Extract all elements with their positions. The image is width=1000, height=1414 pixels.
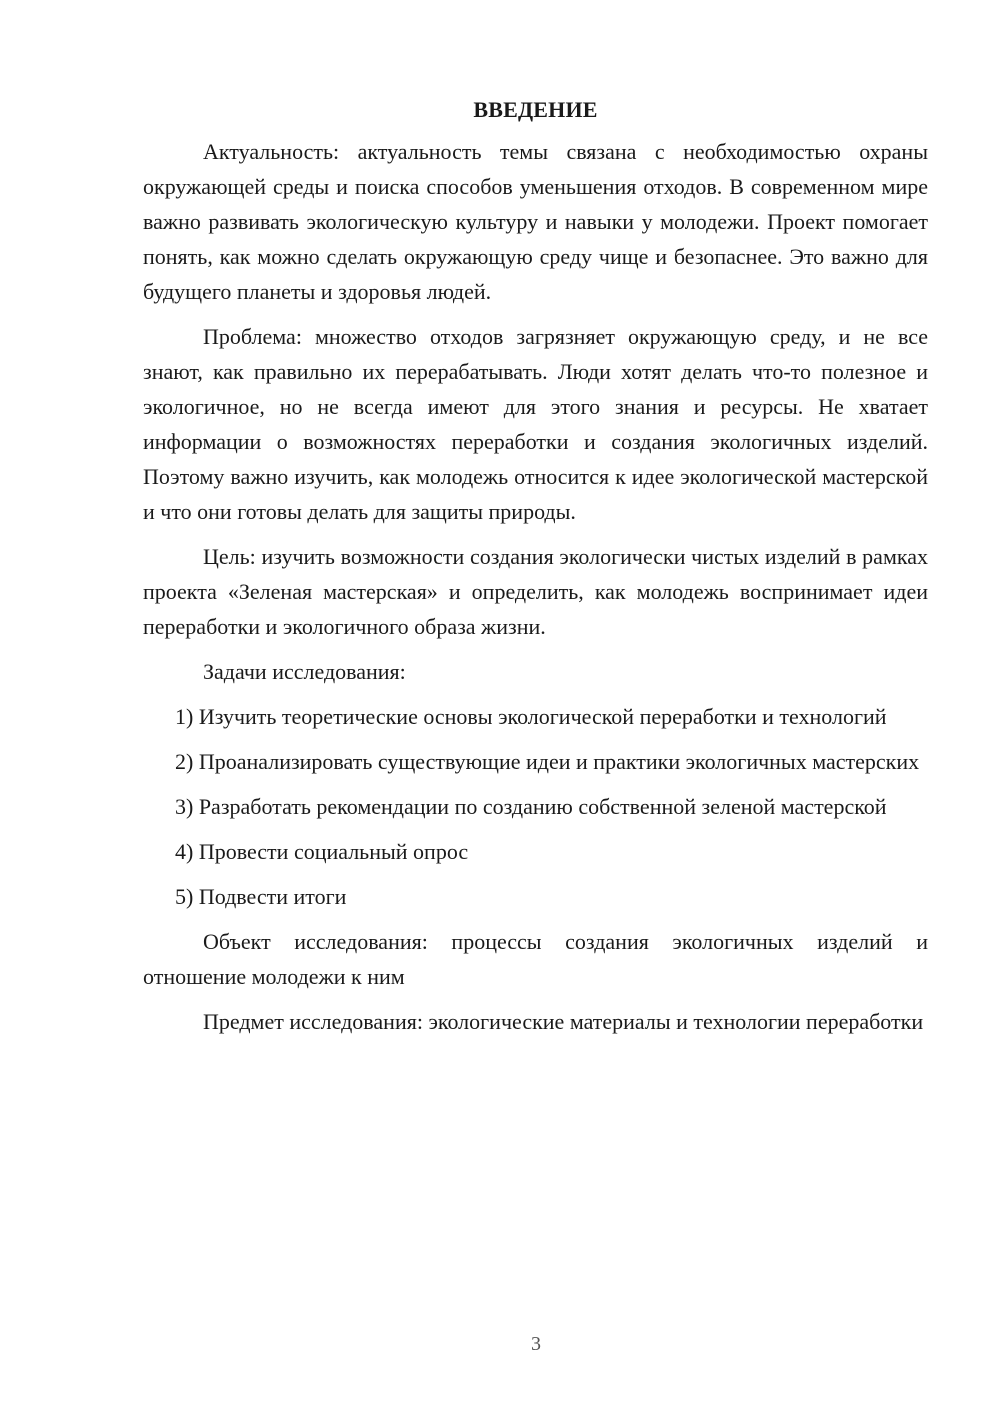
task-item-2: 2) Проанализировать существующие идеи и практики экологичных мастерских <box>175 749 920 774</box>
document-page <box>143 92 928 1049</box>
task-item-1: 1) Изучить теоретические основы экологической переработки и технологий <box>175 704 887 729</box>
subject-paragraph: Предмет исследования: экологические материалы и технологии переработки <box>203 1009 924 1034</box>
problem-paragraph: Проблема: множество отходов загрязняет окружающую среду, и не все знают, как правильно их перерабатывать. Люди хотят делать что-то полезное и экологичное, но не всегда имеют для этого знания и ресурсы. Не хватает информации о возможностях переработки и создания экологичных изделий. Поэтому важно изучить, как молодежь относится к идее экологической мастерской и что они готовы делать для защиты природы. <box>143 324 928 524</box>
tasks-list <box>143 699 928 914</box>
task-item-5: 5) Подвести итоги <box>175 884 347 909</box>
page-title: ВВЕДЕНИЕ <box>473 97 598 122</box>
task-item-4: 4) Провести социальный опрос <box>175 839 469 864</box>
tasks-heading: Задачи исследования: <box>203 659 406 684</box>
task-item-3: 3) Разработать рекомендации по созданию собственной зеленой мастерской <box>175 794 887 819</box>
object-paragraph: Объект исследования: процессы создания экологичных изделий и отношение молодежи к ним <box>143 929 928 989</box>
goal-paragraph: Цель: изучить возможности создания экологически чистых изделий в рамках проекта «Зеленая мастерская» и определить, как молодежь воспринимает идеи переработки и экологичного образа жизни. <box>143 544 928 639</box>
relevance-paragraph: Актуальность: актуальность темы связана с необходимостью охраны окружающей среды и поиска способов уменьшения отходов. В современном мире важно развивать экологическую культуру и навыки у молодежи. Проект помогает понять, как можно сделать окружающую среду чище и безопаснее. Это важно для будущего планеты и здоровья людей. <box>143 139 928 304</box>
page-number: 3 <box>531 1333 541 1355</box>
